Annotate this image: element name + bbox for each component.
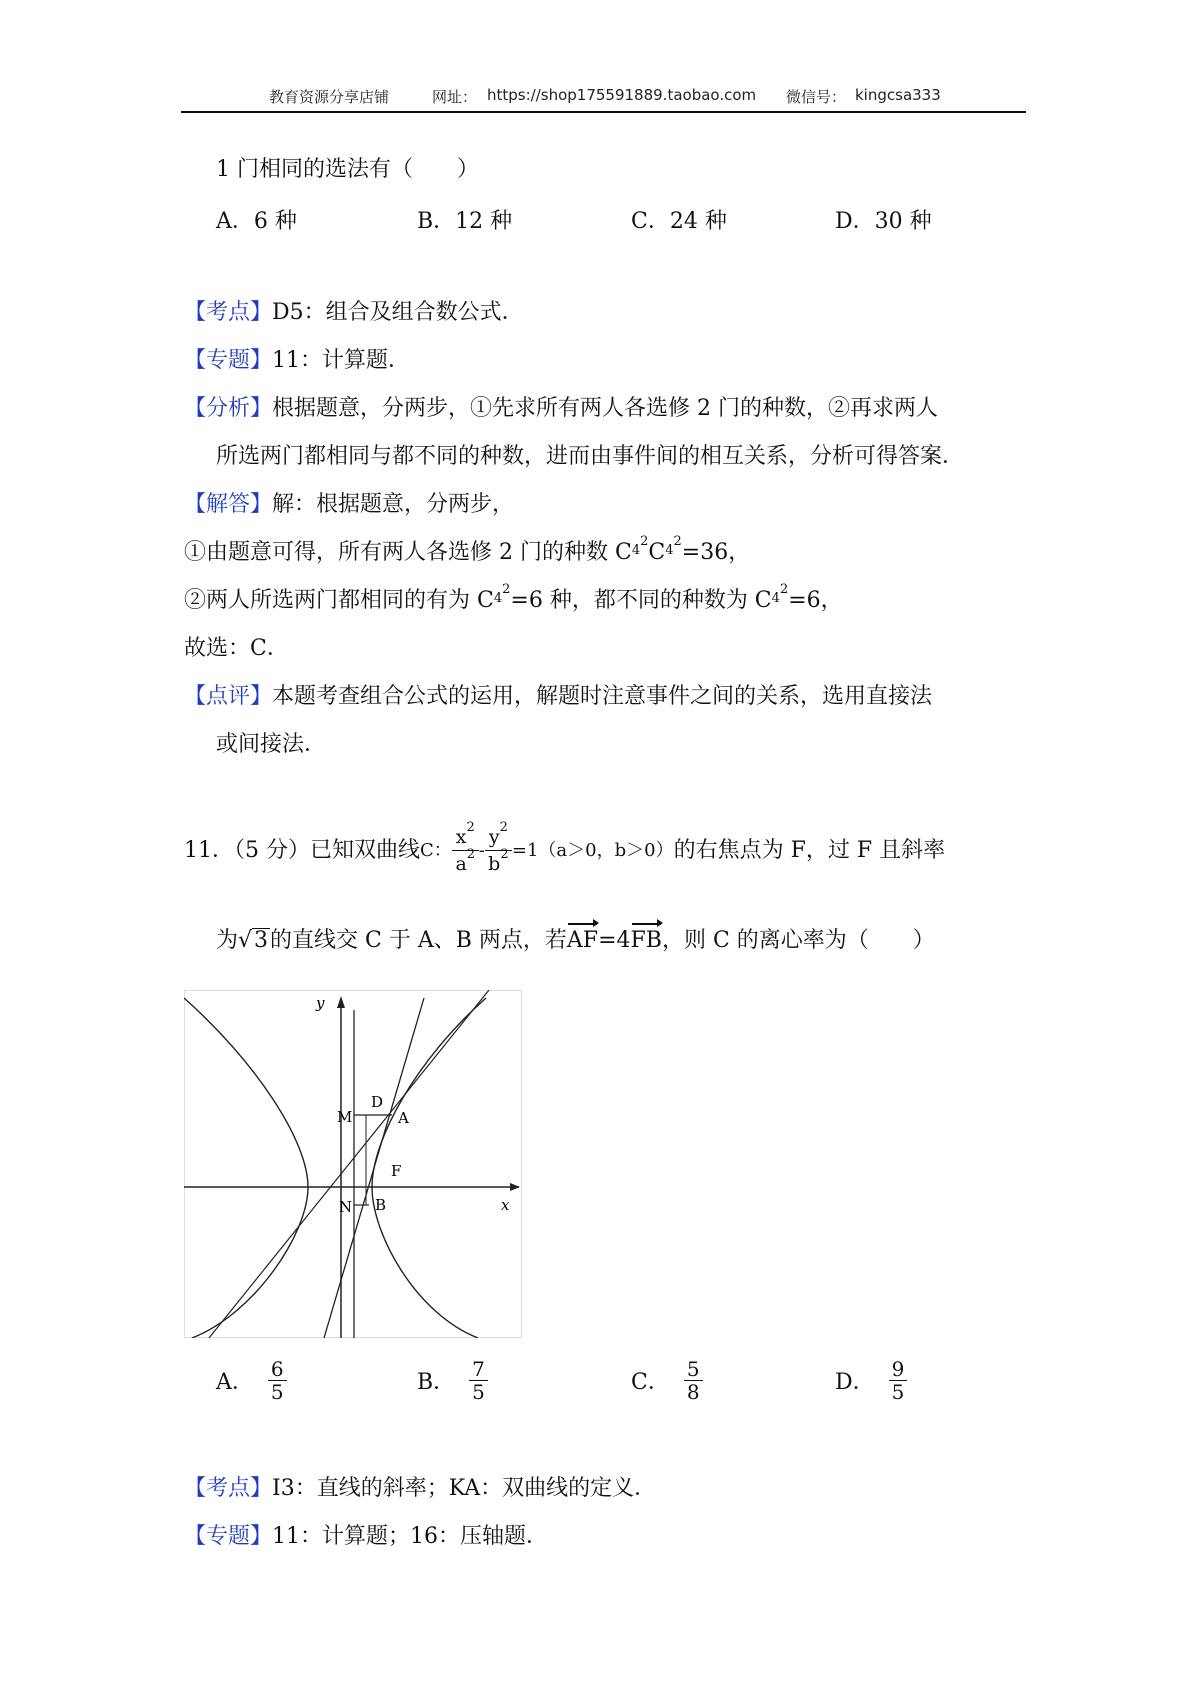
header-wechat: kingcsa333: [855, 86, 941, 104]
header-wechat-label: 微信号：: [786, 88, 847, 106]
frac-d: $\frac{9}{5}$: [889, 1358, 908, 1403]
q11-zhuanti-tag: 【专题】: [184, 1524, 273, 1549]
q11-eq-rest: =1（a＞0，b＞0）: [511, 839, 674, 861]
frac-a: $\frac{6}{5}$: [268, 1358, 287, 1403]
q10-jieda: [184, 490, 514, 520]
label-b: B: [375, 1196, 387, 1214]
q10-kaodian: [184, 298, 524, 328]
q10-option-c: C．24 种: [631, 209, 727, 234]
jieda-text: 解：根据题意，分两步，: [272, 492, 515, 517]
vector-af: AF: [567, 926, 598, 956]
zhuanti-tag: 【专题】: [184, 348, 273, 373]
dianping-text-1: 本题考查组合公式的运用，解题时注意事件之间的关系，选用直接法: [272, 684, 933, 709]
q11-stem-line2: 为√3的直线交 C 于 A、B 两点，若AF=4FB，则 C 的离心率为（ ）: [216, 926, 935, 956]
q11-kaodian-text: I3：直线的斜率；KA：双曲线的定义．: [272, 1476, 657, 1501]
q11-zhuanti-text: 11：计算题；16：压轴题．: [272, 1524, 549, 1549]
q10-choose: 故选：C．: [184, 636, 289, 661]
q11-kaodian-tag: 【考点】: [184, 1476, 273, 1501]
header-url-label: 网址：: [432, 88, 478, 106]
hyperbola-left-branch: [184, 998, 308, 1338]
q11-c-label: C：: [420, 839, 452, 861]
label-m: M: [337, 1108, 353, 1126]
y-axis-arrow: [337, 996, 345, 1008]
fenxi-text-1: 根据题意，分两步，①先求所有两人各选修 2 门的种数，②再求两人: [272, 396, 939, 421]
q10-option-a: A．6 种: [216, 209, 297, 234]
kaodian-tag: 【考点】: [184, 300, 273, 325]
hyperbola-figure: [184, 990, 522, 1338]
zhuanti-text: 11：计算题．: [272, 348, 411, 373]
q11-option-c: C． $\frac{5}{8}$: [631, 1358, 703, 1403]
label-f: F: [391, 1162, 402, 1180]
q10-zhuanti: [184, 346, 410, 376]
header-url[interactable]: https://shop175591889.taobao.com: [487, 86, 757, 104]
q11-option-d: D． $\frac{9}{5}$: [835, 1358, 907, 1403]
q10-fenxi-2: 所选两门都相同与都不同的种数，进而由事件间的相互关系，分析可得答案．: [216, 444, 965, 469]
dianping-tag: 【点评】: [184, 684, 273, 709]
frac-b: $\frac{7}{5}$: [469, 1358, 488, 1403]
sqrt-3: 3: [254, 928, 269, 953]
q11-after-eq: 的右焦点为 F，过 F 且斜率: [673, 837, 946, 863]
vector-fb: FB: [631, 926, 662, 956]
x-axis-arrow: [510, 1183, 520, 1191]
q11-stem-line1: 11．（5 分）已知双曲线 C： $x^2$ $a^2$ - $\frac{y^2}{b^2}$ =1（a＞0，b＞0） 的右焦点为 F，过 F 且斜率: [184, 820, 946, 875]
label-d: D: [371, 1093, 384, 1111]
q11-eq-x-frac: $x^2$ $a^2$: [452, 824, 479, 877]
header-divider: [181, 111, 1026, 113]
q11-number: 11．（5 分）已知双曲线: [184, 837, 420, 863]
kaodian-text: D5：组合及组合数公式．: [272, 300, 524, 325]
label-x: x: [501, 1196, 510, 1214]
line-af: [324, 998, 424, 1338]
q11-eq-y-frac: $\frac{y^2}{b^2}$: [485, 824, 512, 877]
q10-fenxi: [184, 394, 938, 424]
q11-kaodian: [184, 1474, 656, 1504]
q10-dianping-2: 或间接法．: [216, 732, 327, 757]
q10-step2: ②两人所选两门都相同的有为 $C_4^2=6$ 种，都不同的种数为 $C_4^2=6$，: [184, 582, 843, 613]
frac-c: $\frac{5}{8}$: [684, 1358, 703, 1403]
label-a: A: [398, 1109, 409, 1127]
q10-stem-tail: 1 门相同的选法有（ ）: [216, 157, 479, 182]
q11-option-b: B． $\frac{7}{5}$: [417, 1358, 488, 1403]
label-y: y: [316, 994, 325, 1012]
q10-dianping: [184, 682, 932, 712]
q10-step1: ①由题意可得，所有两人各选修 2 门的种数 $C_4^2C_4^2=36$，: [184, 534, 751, 565]
q10-option-d: D．30 种: [835, 209, 932, 234]
label-n: N: [339, 1198, 353, 1216]
q11-zhuanti: [184, 1522, 548, 1552]
hyperbola-right-branch: [372, 998, 486, 1338]
line-1: [209, 990, 489, 1338]
fenxi-tag: 【分析】: [184, 396, 273, 421]
q11-option-a: A． $\frac{6}{5}$: [216, 1358, 287, 1403]
jieda-tag: 【解答】: [184, 492, 273, 517]
q10-option-b: B．12 种: [417, 209, 513, 234]
header-shop: 教育资源分享店铺: [269, 88, 390, 106]
